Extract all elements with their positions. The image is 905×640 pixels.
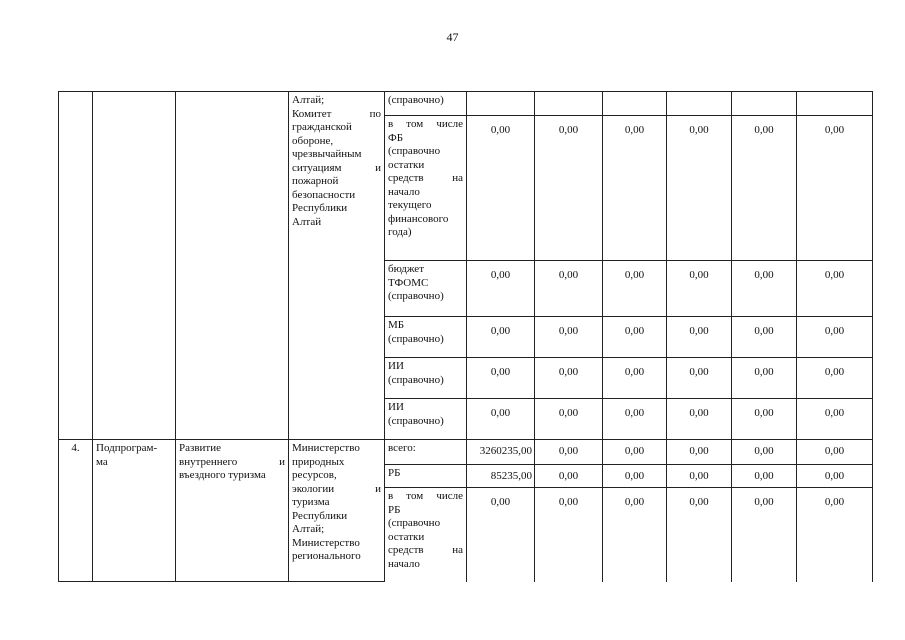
- value-cell: 0,00: [467, 399, 535, 440]
- cell-line: внутреннего и: [179, 455, 285, 468]
- value-cell: 0,00: [667, 261, 732, 317]
- budget-table: [58, 91, 873, 582]
- cell-line: гражданской: [292, 121, 352, 133]
- value-cell: 0,00: [603, 317, 667, 358]
- cell-line: Алтай: [292, 215, 322, 228]
- cell-line: (справочно): [388, 373, 444, 386]
- subprogram-number: 4.: [59, 440, 93, 582]
- value-cell: 0,00: [797, 358, 873, 399]
- subprogram-block: [59, 440, 873, 582]
- cell-line: ситуациям и: [292, 161, 381, 174]
- value-cell: 0,00: [732, 440, 797, 465]
- value-cell: 0,00: [732, 116, 797, 261]
- subprogram-type: [93, 440, 176, 582]
- cell-line: остатки: [388, 530, 425, 543]
- cell-line: РБ: [388, 503, 401, 516]
- total-cell: 3260235,00: [467, 440, 535, 465]
- cell-line: Министерство: [292, 442, 360, 454]
- cell-line: экологии и: [292, 482, 381, 495]
- cell-line: природных: [292, 455, 345, 468]
- cell-line: Развитие: [179, 442, 222, 454]
- cell-line: года): [388, 226, 412, 238]
- value-cell: 0,00: [797, 399, 873, 440]
- source-cell: [385, 261, 467, 317]
- name-cell: [176, 92, 289, 440]
- cell-line: ресурсов,: [292, 469, 337, 481]
- value-cell: 0,00: [797, 116, 873, 261]
- value-cell: 0,00: [732, 317, 797, 358]
- total-cell: 0,00: [467, 488, 535, 582]
- cell-line: чрезвычайным: [292, 148, 362, 160]
- source-cell: (справочно): [385, 92, 467, 116]
- cell-line: Республики: [292, 202, 348, 214]
- cell-line: средств на: [388, 172, 463, 184]
- continuation-block: [59, 92, 873, 440]
- value-cell: 0,00: [603, 261, 667, 317]
- value-cell: 0,00: [535, 317, 603, 358]
- value-cell: 0,00: [535, 488, 603, 582]
- cell-line: ТФОМС: [388, 276, 429, 289]
- cell-line: МБ: [388, 319, 405, 331]
- type-cell: [93, 92, 176, 440]
- cell-line: Алтай;: [292, 94, 325, 106]
- value-cell: 0,00: [797, 261, 873, 317]
- source-cell: [385, 399, 467, 440]
- cell-line: обороне,: [292, 134, 334, 147]
- table-row: [59, 440, 873, 465]
- cell-line: ФБ: [388, 131, 404, 144]
- cell-line: текущего: [388, 199, 432, 211]
- value-cell: 0,00: [797, 317, 873, 358]
- cell-line: Республики: [292, 509, 348, 522]
- cell-line: (справочно: [388, 145, 441, 157]
- value-cell: 0,00: [667, 488, 732, 582]
- value-cell: 0,00: [732, 358, 797, 399]
- value-cell: 0,00: [535, 399, 603, 440]
- source-cell: [385, 488, 467, 582]
- table-row: [59, 92, 873, 116]
- value-cell: [603, 92, 667, 116]
- value-cell: 0,00: [535, 465, 603, 488]
- cell-line: ма: [96, 455, 108, 468]
- cell-line: Подпрограм-: [96, 442, 158, 454]
- value-cell: [667, 92, 732, 116]
- executor-cell: [289, 92, 385, 440]
- value-cell: [797, 92, 873, 116]
- value-cell: 0,00: [603, 116, 667, 261]
- value-cell: 0,00: [667, 465, 732, 488]
- value-cell: 0,00: [667, 317, 732, 358]
- cell-line: (справочно): [388, 332, 444, 345]
- value-cell: 0,00: [467, 261, 535, 317]
- number-cell: [59, 92, 93, 440]
- cell-line: ИИ: [388, 360, 404, 372]
- cell-line: финансового: [388, 212, 449, 225]
- executor-cell: [289, 440, 385, 582]
- source-cell: [385, 317, 467, 358]
- value-cell: 0,00: [535, 116, 603, 261]
- total-cell: 85235,00: [467, 465, 535, 488]
- cell-line: (справочно): [388, 290, 444, 302]
- value-cell: 0,00: [732, 399, 797, 440]
- value-cell: 0,00: [535, 358, 603, 399]
- source-cell: [385, 116, 467, 261]
- value-cell: 0,00: [797, 465, 873, 488]
- cell-line: начало: [388, 557, 420, 570]
- value-cell: 0,00: [667, 399, 732, 440]
- value-cell: 0,00: [732, 261, 797, 317]
- cell-line: въездного туризма: [179, 469, 266, 481]
- cell-line: ИИ: [388, 401, 404, 413]
- cell-line: туризма: [292, 496, 330, 508]
- cell-line: Алтай;: [292, 523, 325, 535]
- value-cell: 0,00: [467, 358, 535, 399]
- cell-line: средств на: [388, 544, 463, 556]
- value-cell: 0,00: [667, 358, 732, 399]
- cell-line: остатки: [388, 158, 425, 171]
- value-cell: 0,00: [797, 440, 873, 465]
- value-cell: 0,00: [467, 116, 535, 261]
- cell-line: начало: [388, 185, 420, 198]
- cell-line: в том числе: [388, 118, 463, 130]
- cell-line: (справочно): [388, 414, 444, 427]
- value-cell: 0,00: [467, 317, 535, 358]
- value-cell: 0,00: [603, 358, 667, 399]
- value-cell: [467, 92, 535, 116]
- subprogram-name: [176, 440, 289, 582]
- cell-line: бюджет: [388, 263, 424, 275]
- value-cell: 0,00: [603, 488, 667, 582]
- cell-line: Министерство: [292, 536, 360, 549]
- value-cell: 0,00: [732, 465, 797, 488]
- value-cell: 0,00: [732, 488, 797, 582]
- value-cell: [535, 92, 603, 116]
- value-cell: 0,00: [667, 440, 732, 465]
- value-cell: 0,00: [535, 440, 603, 465]
- value-cell: 0,00: [603, 399, 667, 440]
- value-cell: 0,00: [667, 116, 732, 261]
- cell-line: регионального: [292, 550, 361, 562]
- cell-line: пожарной: [292, 175, 339, 187]
- cell-line: безопасности: [292, 188, 356, 201]
- value-cell: 0,00: [797, 488, 873, 582]
- source-cell: [385, 358, 467, 399]
- source-cell: всего:: [385, 440, 467, 465]
- value-cell: 0,00: [603, 440, 667, 465]
- page-number: 47: [446, 30, 459, 44]
- value-cell: [732, 92, 797, 116]
- cell-line: в том числе: [388, 490, 463, 502]
- value-cell: 0,00: [535, 261, 603, 317]
- cell-line: Комитет по: [292, 107, 381, 120]
- cell-line: (справочно: [388, 517, 441, 529]
- value-cell: 0,00: [603, 465, 667, 488]
- source-cell: РБ: [385, 465, 467, 488]
